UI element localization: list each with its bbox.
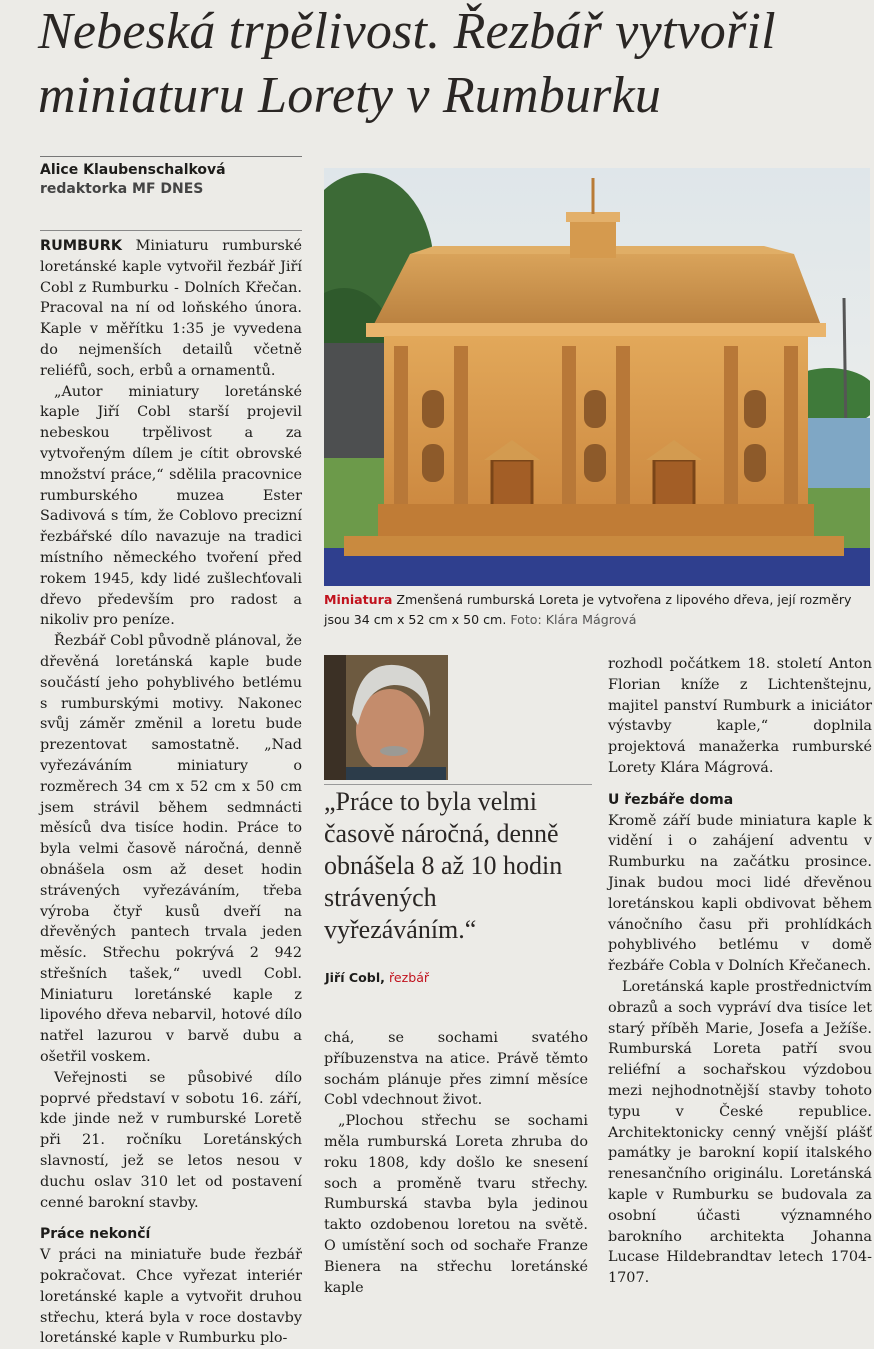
subheading: U řezbáře doma <box>608 791 734 808</box>
paragraph: „Autor miniatury loretánské kaple Jiří Cobl starší projevil nebeskou trpělivost a za vytvořeným dílem je cítit obrovské množství práce,“ sdělila pracovnice rumburského muzea Ester Sadivová s tím, že Coblovo precizní řezbářské dílo navazuje na tradici místního německého tvoření před rokem 1945, kdy lidé zušlechťovali dřevo především pro radost a nikoliv pro peníze. <box>40 383 302 629</box>
article-column-1 <box>40 236 302 1349</box>
dateline: RUMBURK <box>40 238 122 254</box>
author-role: redaktorka MF DNES <box>40 181 204 197</box>
author-name: Alice Klaubenschalková <box>40 162 226 178</box>
paragraph: Řezbář Cobl původně plánoval, že dřevěná loretánská kaple bude součástí jeho pohyblivého betlému s rumburskými motivy. Nakonec svůj záměr změnil a loretu bude prezentovat samostatně. „Nad vyřezáváním miniatury o rozměrech 34 cm x 52 cm x 50 cm jsem strávil během sedmnácti měsíců dva tisíce hodin. Práce to byla velmi časově náročná, denně obnášela osm až deset hodin strávených vyřezáváním, třeba výroba čtyř kusů dveří na dřevěných pantech trvala jeden měsíc. Střechu pokrývá 2 942 střešních tašek,“ uvedl Cobl. Miniaturu loretánské kaple z lipového dřeva nebarvil, hotové dílo natřel lazurou v barvě dubu a ošetřil voskem. <box>40 633 302 1066</box>
paragraph: Kromě září bude miniatura kaple k vidění i o zahájení adventu v Rumburku na začátku prosince. Jinak budou moci lidé dřevěnou loretánskou kapli obdivovat během vánočního času při prohlídkách pohyblivého betlému v domě řezbáře Cobla v Dolních Křečanech. <box>608 812 872 975</box>
byline <box>40 156 302 199</box>
pull-quote: „Práce to byla velmi časově náročná, denně obnášela 8 až 10 hodin strávených vyřezáváním.“ <box>324 787 563 944</box>
paragraph: V práci na miniatuře bude řezbář pokračovat. Chce vyřezat interiér loretánské kaple a vytvořit druhou střechu, která byla v roce dostavby loretánské kaple v Rumburku plo- <box>40 1247 302 1347</box>
loreta-miniature-photo <box>324 168 870 586</box>
caption-lead: Miniatura <box>324 592 393 607</box>
headline: Nebeská trpělivost. Řezbář vytvořil miniaturu Lorety v Rumburku <box>38 3 776 124</box>
photo-caption <box>324 590 870 630</box>
pull-quote-divider <box>324 784 592 785</box>
paragraph: Veřejnosti se působivé dílo poprvé představí v sobotu 16. září, kde jinde než v rumburské Loretě při 21. ročníku Loretánských slavností, jež se letos nesou v duchu oslav 310 let od postavení cenné barokní stavby. <box>40 1069 302 1211</box>
jiri-cobl-portrait <box>324 655 448 780</box>
pull-quote-attribution <box>325 970 585 985</box>
article-column-3 <box>608 654 872 1289</box>
paragraph: „Plochou střechu se sochami měla rumburská Loreta zhruba do roku 1808, kdy došlo ke snesení soch a proměně tvaru střechy. Rumburská stavba byla jedinou takto ozdobenou loretou na světě. O umístění soch od sochaře Franze Bienera na střechu loretánské kaple <box>324 1113 588 1296</box>
byline-divider <box>40 230 302 231</box>
caption-text: Zmenšená rumburská Loreta je vytvořena z lipového dřeva, její rozměry jsou 34 cm x 52 cm x 50 cm. <box>324 592 852 627</box>
photo-credit: Foto: Klára Mágrová <box>510 612 637 627</box>
subheading: Práce nekončí <box>40 1226 151 1243</box>
paragraph: rozhodl počátkem 18. století Anton Florian kníže z Lichtenštejnu, majitel panství Rumburk a iniciátor výstavby kaple,“ doplnila projektová manažerka rumburské Lorety Klára Mágrová. <box>608 656 872 776</box>
quote-author-name: Jiří Cobl, <box>325 970 385 985</box>
quote-author-role: řezbář <box>388 970 430 985</box>
paragraph: RUMBURK Miniaturu rumburské loretánské kaple vytvořil řezbář Jiří Cobl z Rumburku - Dolních Křečan. Pracoval na ní od loňského února. Kaple v měřítku 1:35 je vyvedena do nejmenších detailů včetně reliéfů, soch, erbů a ornamentů. <box>40 238 302 379</box>
paragraph: chá, se sochami svatého příbuzenstva na atice. Právě těmto sochám plánuje přes zimní měsíce Cobl vdechnout život. <box>324 1030 588 1109</box>
paragraph: Loretánská kaple prostřednictvím obrazů a soch vypráví dva tisíce let starý příběh Marie, Josefa a Ježíše. Rumburská Loreta patří svou reliéfní a sochařskou výzdobou mezi nejhodnotnější stavby tohoto typu v České republice. Architektonicky cenný vnější plášť památky je barokní kopií italského renesančního originálu. Loretánská kaple v Rumburku se budovala za osobní účasti významného barokního architekta Johanna Lucase Hildebrandtav letech 1704-1707. <box>608 978 872 1287</box>
article-column-2 <box>324 1028 588 1298</box>
